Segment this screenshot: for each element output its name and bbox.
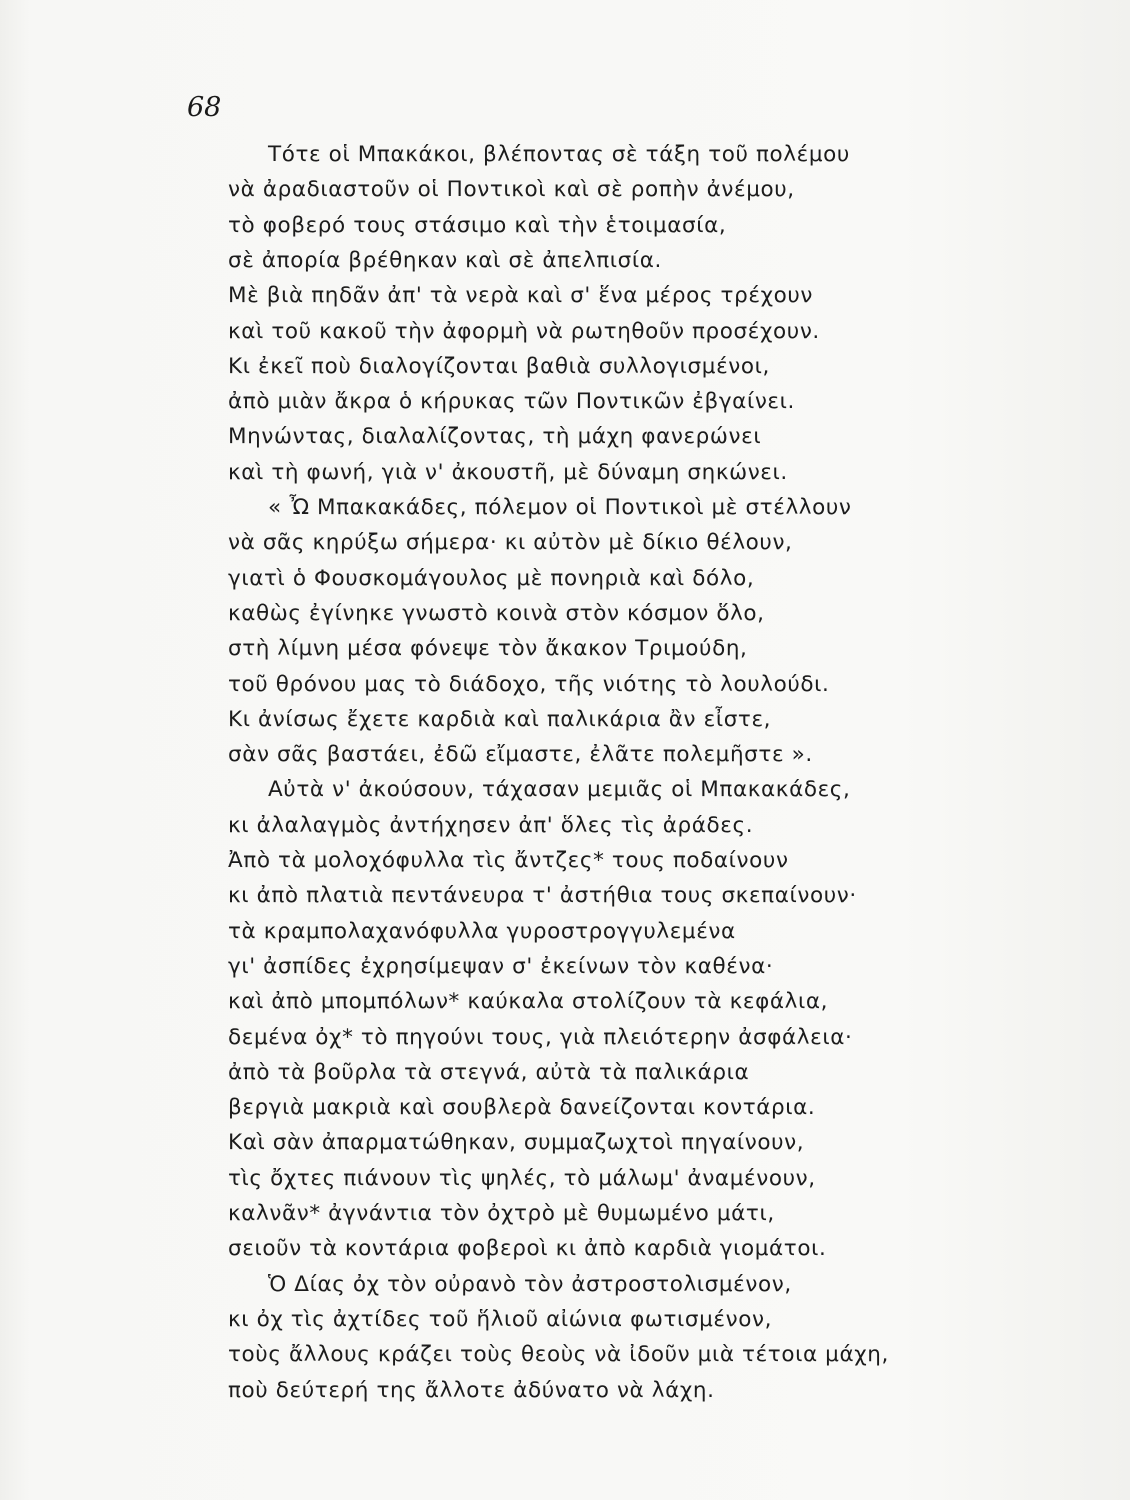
poem-line: τοὺς ἄλλους κράζει τοὺς θεοὺς νὰ ἰδοῦν μιὰ τέτοια μάχη, xyxy=(228,1342,889,1368)
poem-line: καὶ τὴ φωνή, γιὰ ν' ἀκουστῆ, μὲ δύναμη σηκώνει. xyxy=(228,459,788,485)
poem-line: καὶ τοῦ κακοῦ τὴν ἀφορμὴ νὰ ρωτηθοῦν προσέχουν. xyxy=(228,318,820,344)
poem-line: κι ἀλαλαγμὸς ἀντήχησεν ἀπ' ὅλες τὶς ἀράδες. xyxy=(228,812,754,838)
poem-line: σὲ ἀπορία βρέθηκαν καὶ σὲ ἀπελπισία. xyxy=(228,247,662,273)
poem-line: Καὶ σὰν ἀπαρματώθηκαν, συμμαζωχτοὶ πηγαίνουν, xyxy=(228,1130,805,1156)
poem-line: βεργιὰ μακριὰ καὶ σουβλερὰ δανείζονται κοντάρια. xyxy=(228,1095,816,1121)
poem-line: δεμένα ὀχ* τὸ πηγούνι τους, γιὰ πλειότερην ἀσφάλεια· xyxy=(228,1024,853,1050)
poem-line: τὶς ὄχτες πιάνουν τὶς ψηλές, τὸ μάλωμ' ἀναμένουν, xyxy=(228,1165,816,1191)
poem-line: Κι ἐκεῖ ποὺ διαλογίζονται βαθιὰ συλλογισμένοι, xyxy=(228,353,770,379)
page-number: 68 xyxy=(187,92,222,123)
poem-line: Τότε οἱ Μπακάκοι, βλέποντας σὲ τάξη τοῦ πολέμου xyxy=(268,142,850,167)
poem-line: καὶ ἀπὸ μπομπόλων* καύκαλα στολίζουν τὰ κεφάλια, xyxy=(228,989,829,1015)
poem-line: σὰν σᾶς βαστάει, ἐδῶ εἴμαστε, ἐλᾶτε πολεμῆστε ». xyxy=(228,742,813,768)
poem-line: στὴ λίμνη μέσα φόνεψε τὸν ἄκακον Τριμούδη, xyxy=(228,636,748,662)
poem-line: Κι ἀνίσως ἔχετε καρδιὰ καὶ παλικάρια ἂν εἶστε, xyxy=(228,706,772,732)
poem-line: τοῦ θρόνου μας τὸ διάδοχο, τῆς νιότης τὸ λουλούδι. xyxy=(228,671,830,697)
poem-line: νὰ ἀραδιαστοῦν οἱ Ποντικοὶ καὶ σὲ ροπὴν ἀνέμου, xyxy=(228,177,795,203)
poem-line: Ὁ Δίας ὀχ τὸν οὐρανὸ τὸν ἀστροστολισμένον, xyxy=(268,1271,792,1297)
poem-line: σειοῦν τὰ κοντάρια φοβεροὶ κι ἀπὸ καρδιὰ γιομάτοι. xyxy=(228,1236,827,1262)
poem-line: νὰ σᾶς κηρύξω σήμερα· κι αὐτὸν μὲ δίκιο θέλουν, xyxy=(228,530,793,556)
poem-line: τὰ κραμπολαχανόφυλλα γυροστρογγυλεμένα xyxy=(228,918,736,944)
poem-line: Μὲ βιὰ πηδᾶν ἀπ' τὰ νερὰ καὶ σ' ἕνα μέρος τρέχουν xyxy=(228,283,813,309)
poem-line: ἀπὸ τὰ βοῦρλα τὰ στεγνά, αὐτὰ τὰ παλικάρια xyxy=(228,1059,750,1085)
poem-line: τὸ φοβερό τους στάσιμο καὶ τὴν ἑτοιμασία, xyxy=(228,212,727,238)
poem-line: ποὺ δεύτερή της ἄλλοτε ἀδύνατο νὰ λάχη. xyxy=(228,1377,715,1403)
poem-line: Μηνώντας, διαλαλίζοντας, τὴ μάχη φανερώνει xyxy=(228,424,762,450)
poem-line: γιατὶ ὁ Φουσκομάγουλος μὲ πονηριὰ καὶ δόλο, xyxy=(228,565,755,591)
poem-line: Αὐτὰ ν' ἀκούσουν, τάχασαν μεμιᾶς οἱ Μπακακάδες, xyxy=(268,777,851,803)
poem-line: καθὼς ἐγίνηκε γνωστὸ κοινὰ στὸν κόσμον ὅλο, xyxy=(228,600,765,626)
poem-line: Ἀπὸ τὰ μολοχόφυλλα τὶς ἄντζες* τους ποδαίνουν xyxy=(228,848,789,873)
poem-line: κι ὀχ τὶς ἀχτίδες τοῦ ἥλιοῦ αἰώνια φωτισμένον, xyxy=(228,1306,773,1332)
poem-line: κι ἀπὸ πλατιὰ πεντάνευρα τ' ἀστήθια τους σκεπαίνουν· xyxy=(228,883,857,909)
poem-line: γι' ἀσπίδες ἐχρησίμεψαν σ' ἐκείνων τὸν καθένα· xyxy=(228,953,774,979)
poem-line: καλνᾶν* ἀγνάντια τὸν ὀχτρὸ μὲ θυμωμένο μάτι, xyxy=(228,1201,775,1226)
poem-line: « Ὦ Μπακακάδες, πόλεμον οἱ Ποντικοὶ μὲ στέλλουν xyxy=(268,495,852,520)
poem-line: ἀπὸ μιὰν ἄκρα ὁ κήρυκας τῶν Ποντικῶν ἐβγαίνει. xyxy=(228,389,795,415)
